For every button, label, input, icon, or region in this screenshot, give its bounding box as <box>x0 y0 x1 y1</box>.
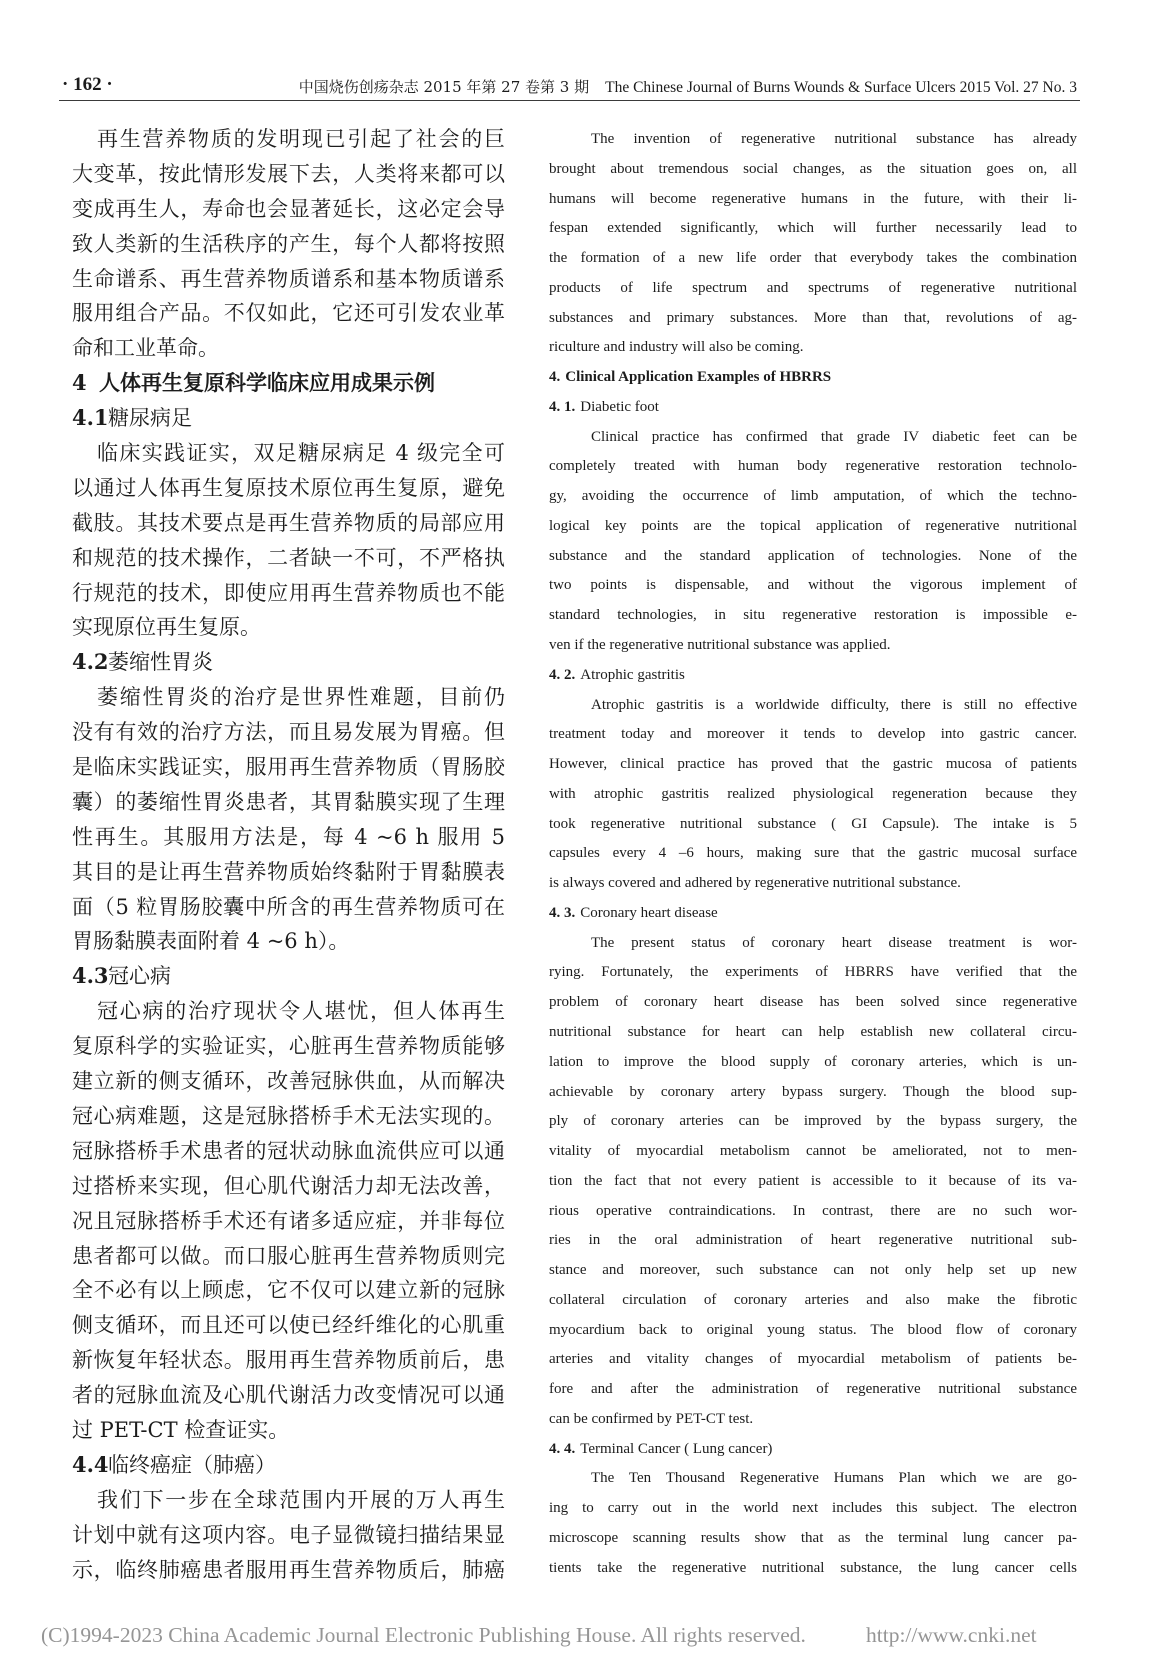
text-line: ven if the regenerative nutritional substance was applied. <box>549 637 891 654</box>
text-line: achievable by coronary artery bypass surgery. Though the blood sup- <box>549 1083 1077 1100</box>
subsection-number: 4. 4. <box>549 1440 576 1457</box>
subsection-title: 临终癌症（肺癌） <box>108 1452 276 1477</box>
text-line: 胃肠黏膜表面附着 4 ~6 h）。 <box>72 929 350 954</box>
text-line: Clinical practice has confirmed that grade IV diabetic feet can be <box>591 428 1077 445</box>
text-line: fespan extended significantly, which will further necessarily lead to <box>549 220 1077 237</box>
text-line: capsules every 4 –6 hours, making sure that the gastric mucosal surface <box>549 845 1077 862</box>
text-line: ing to carry out in the world next includes this subject. The electron <box>549 1500 1077 1517</box>
text-line: The Ten Thousand Regenerative Humans Plan which we are go- <box>591 1470 1077 1487</box>
text-line: 侧支循环，而且还可以使已经纤维化的心肌重 <box>72 1313 505 1338</box>
text-line: took regenerative nutritional substance ( GI Capsule). The intake is 5 <box>549 815 1077 832</box>
subsection-number: 4.1 <box>72 405 109 431</box>
text-line: 况且冠脉搭桥手术还有诸多适应症，并非每位 <box>72 1208 505 1233</box>
text-line: 大变革，按此情形发展下去，人类将来都可以 <box>72 161 505 186</box>
text-line: 过 PET-CT 检查证实。 <box>72 1417 290 1442</box>
text-line: substance and the standard application of technologies. None of the <box>549 547 1077 564</box>
text-line: treatment today and moreover it tends to develop into gastric cancer. <box>549 726 1077 743</box>
text-line: the formation of a new life order that everybody takes the combination <box>549 250 1077 267</box>
section-heading <box>549 363 1077 393</box>
text-line: stance and moreover, such substance can not only help set up new <box>549 1262 1077 1279</box>
section-number: 4 <box>72 370 87 396</box>
footer-url: http://www.cnki.net <box>866 1623 1037 1647</box>
subsection-number: 4. 1. <box>549 398 576 415</box>
text-line: 实现原位再生复原。 <box>72 615 261 640</box>
text-line: 变成再生人，寿命也会显著延长，这必定会导 <box>72 196 505 221</box>
text-line: 是临床实践证实，服用再生营养物质（胃肠胶 <box>72 755 505 780</box>
text-line: rying. Fortunately, the experiments of HBRRS have verified that the <box>549 964 1077 981</box>
text-line: problem of coronary heart disease has been solved since regenerative <box>549 994 1077 1011</box>
text-line: 萎缩性胃炎的治疗是世界性难题，目前仍 <box>97 685 505 710</box>
text-line: can be confirmed by PET-CT test. <box>549 1410 754 1427</box>
text-line: substances and primary substances. More than that, revolutions of ag- <box>549 309 1077 326</box>
text-line: humans will become regenerative humans in the future, with their li- <box>549 190 1077 207</box>
text-line: products of life spectrum and spectrums of regenerative nutritional <box>549 279 1077 296</box>
text-line: 面（5 粒胃肠胶囊中所含的再生营养物质可在 <box>72 894 505 919</box>
text-line: two points is dispensable, and without the vigorous implement of <box>549 577 1077 594</box>
text-line: ply of coronary arteries can be improved by the bypass surgery, the <box>549 1113 1077 1130</box>
text-line: 过搭桥来实现，但心肌代谢活力却无法改善， <box>72 1173 505 1198</box>
subsection-heading <box>549 1435 1077 1465</box>
subsection-number: 4. 2. <box>549 666 576 683</box>
text-line: nutritional substance for heart can help establish new collateral circu- <box>549 1023 1077 1040</box>
section-title: Clinical Application Examples of HBRRS <box>565 369 832 386</box>
text-line: 者的冠脉血流及心肌代谢活力改变情况可以通 <box>72 1383 505 1408</box>
text-line: ries in the oral administration of heart regenerative nutritional sub- <box>549 1232 1077 1249</box>
subsection-heading <box>72 1448 505 1483</box>
text-line: 患者都可以做。而口服心脏再生营养物质则完 <box>72 1243 505 1268</box>
subsection-number: 4.4 <box>72 1451 109 1477</box>
section-heading <box>72 366 505 401</box>
text-line: 新恢复年轻状态。服用再生营养物质前后，患 <box>72 1348 505 1373</box>
text-line: 冠脉搭桥手术患者的冠状动脉血流供应可以通 <box>72 1138 505 1163</box>
subsection-number: 4.3 <box>72 963 109 989</box>
text-line: However, clinical practice has proved that the gastric mucosa of patients <box>549 756 1077 773</box>
text-line: 生命谱系、再生营养物质谱系和基本物质谱系 <box>72 266 505 291</box>
subsection-heading <box>72 645 505 680</box>
text-line: 冠心病的治疗现状令人堪忧，但人体再生 <box>97 999 505 1024</box>
text-line: 计划中就有这项内容。电子显微镜扫描结果显 <box>72 1522 505 1547</box>
text-line: myocardium back to original young status. The blood flow of coronary <box>549 1321 1077 1338</box>
subsection-title: Terminal Cancer ( Lung cancer) <box>580 1440 773 1457</box>
text-line: 全不必有以上顾虑，它不仅可以建立新的冠脉 <box>72 1278 505 1303</box>
text-line: The present status of coronary heart disease treatment is wor- <box>591 934 1077 951</box>
text-line: riculture and industry will also be coming. <box>549 339 804 356</box>
text-line: 冠心病难题，这是冠脉搭桥手术无法实现的。 <box>72 1103 505 1128</box>
text-line: brought about tremendous social changes, as the situation goes on, all <box>549 160 1077 177</box>
chinese-text-column <box>72 122 505 1587</box>
subsection-number: 4.2 <box>72 649 109 675</box>
text-line: 复原科学的实验证实，心脏再生营养物质能够 <box>72 1034 505 1059</box>
section-number: 4. <box>549 369 561 386</box>
running-head <box>299 76 1077 97</box>
text-line: 临床实践证实，双足糖尿病足 4 级完全可 <box>97 441 505 466</box>
text-line: lation to improve the blood supply of coronary arteries, which is un- <box>549 1053 1077 1070</box>
text-line: 和规范的技术操作，二者缺一不可，不严格执 <box>72 545 505 570</box>
text-line: 建立新的侧支循环，改善冠脉供血，从而解决 <box>72 1069 505 1094</box>
subsection-heading <box>549 393 1077 423</box>
text-line: 服用组合产品。不仅如此，它还可引发农业革 <box>72 301 505 326</box>
text-line: logical key points are the topical application of regenerative nutritional <box>549 517 1077 534</box>
text-line: standard technologies, in situ regenerative restoration is impossible e- <box>549 607 1077 624</box>
subsection-title: Atrophic gastritis <box>580 666 685 683</box>
text-line: 截肢。其技术要点是再生营养物质的局部应用 <box>72 510 505 535</box>
text-line: rious operative contraindications. In contrast, there are no such wor- <box>549 1202 1077 1219</box>
text-line: tion the fact that not every patient is accessible to it because of its va- <box>549 1172 1077 1189</box>
text-line: 以通过人体再生复原技术原位再生复原，避免 <box>72 475 505 500</box>
subsection-heading <box>549 661 1077 691</box>
text-line: The invention of regenerative nutritional substance has already <box>591 131 1077 147</box>
section-title: 人体再生复原科学临床应用成果示例 <box>99 370 435 396</box>
text-line: microscope scanning results show that as the terminal lung cancer pa- <box>549 1529 1077 1546</box>
text-line: 行规范的技术，即使应用再生营养物质也不能 <box>72 580 505 605</box>
subsection-heading <box>72 401 505 436</box>
text-line: Atrophic gastritis is a worldwide difficulty, there is still no effective <box>591 696 1077 713</box>
journal-title-english: The Chinese Journal of Burns Wounds & Surface Ulcers 2015 Vol. 27 No. 3 <box>605 79 1077 96</box>
text-line: tients take the regenerative nutritional substance, the lung cancer cells <box>549 1559 1077 1576</box>
text-line: 再生营养物质的发明现已引起了社会的巨 <box>97 127 505 151</box>
subsection-number: 4. 3. <box>549 904 576 921</box>
text-line: vitality of myocardial metabolism cannot be ameliorated, not to men- <box>549 1143 1077 1160</box>
text-line: 囊）的萎缩性胃炎患者，其胃黏膜实现了生理 <box>72 789 505 814</box>
header-rule <box>59 100 1080 101</box>
text-line: 性再生。其服用方法是，每 4 ~6 h 服用 5 <box>72 824 505 849</box>
text-line: gy, avoiding the occurrence of limb amputation, of which the techno- <box>549 488 1077 505</box>
subsection-heading <box>549 899 1077 929</box>
text-line: 命和工业革命。 <box>72 336 219 361</box>
text-line: 示，临终肺癌患者服用再生营养物质后，肺癌 <box>72 1557 505 1582</box>
text-line: is always covered and adhered by regenerative nutritional substance. <box>549 875 961 892</box>
text-line: 没有有效的治疗方法，而且易发展为胃癌。但 <box>72 720 505 745</box>
text-line: 我们下一步在全球范围内开展的万人再生 <box>97 1487 505 1512</box>
text-line: collateral circulation of coronary arteries and also make the fibrotic <box>549 1291 1077 1308</box>
subsection-title: 糖尿病足 <box>108 406 192 431</box>
copyright-notice: (C)1994-2023 China Academic Journal Electronic Publishing House. All rights reserved. <box>41 1623 806 1647</box>
subsection-title: 萎缩性胃炎 <box>108 650 213 675</box>
text-line: arteries and vitality changes of myocardial metabolism of patients be- <box>549 1351 1077 1368</box>
english-text-column <box>549 125 1077 1584</box>
text-line: completely treated with human body regenerative restoration technolo- <box>549 458 1077 475</box>
subsection-heading <box>72 959 505 994</box>
text-line: 致人类新的生活秩序的产生，每个人都将按照 <box>72 231 505 256</box>
subsection-title: Coronary heart disease <box>580 904 718 921</box>
subsection-title: Diabetic foot <box>580 398 659 415</box>
subsection-title: 冠心病 <box>108 964 171 989</box>
page-number: · 162 · <box>62 74 113 95</box>
text-line: with atrophic gastritis realized physiological regeneration because they <box>549 785 1077 802</box>
journal-title-chinese: 中国烧伤创疡杂志 2015 年第 27 卷第 3 期 <box>298 78 590 96</box>
text-line: fore and after the administration of regenerative nutritional substance <box>549 1381 1077 1398</box>
text-line: 其目的是让再生营养物质始终黏附于胃黏膜表 <box>72 859 505 884</box>
